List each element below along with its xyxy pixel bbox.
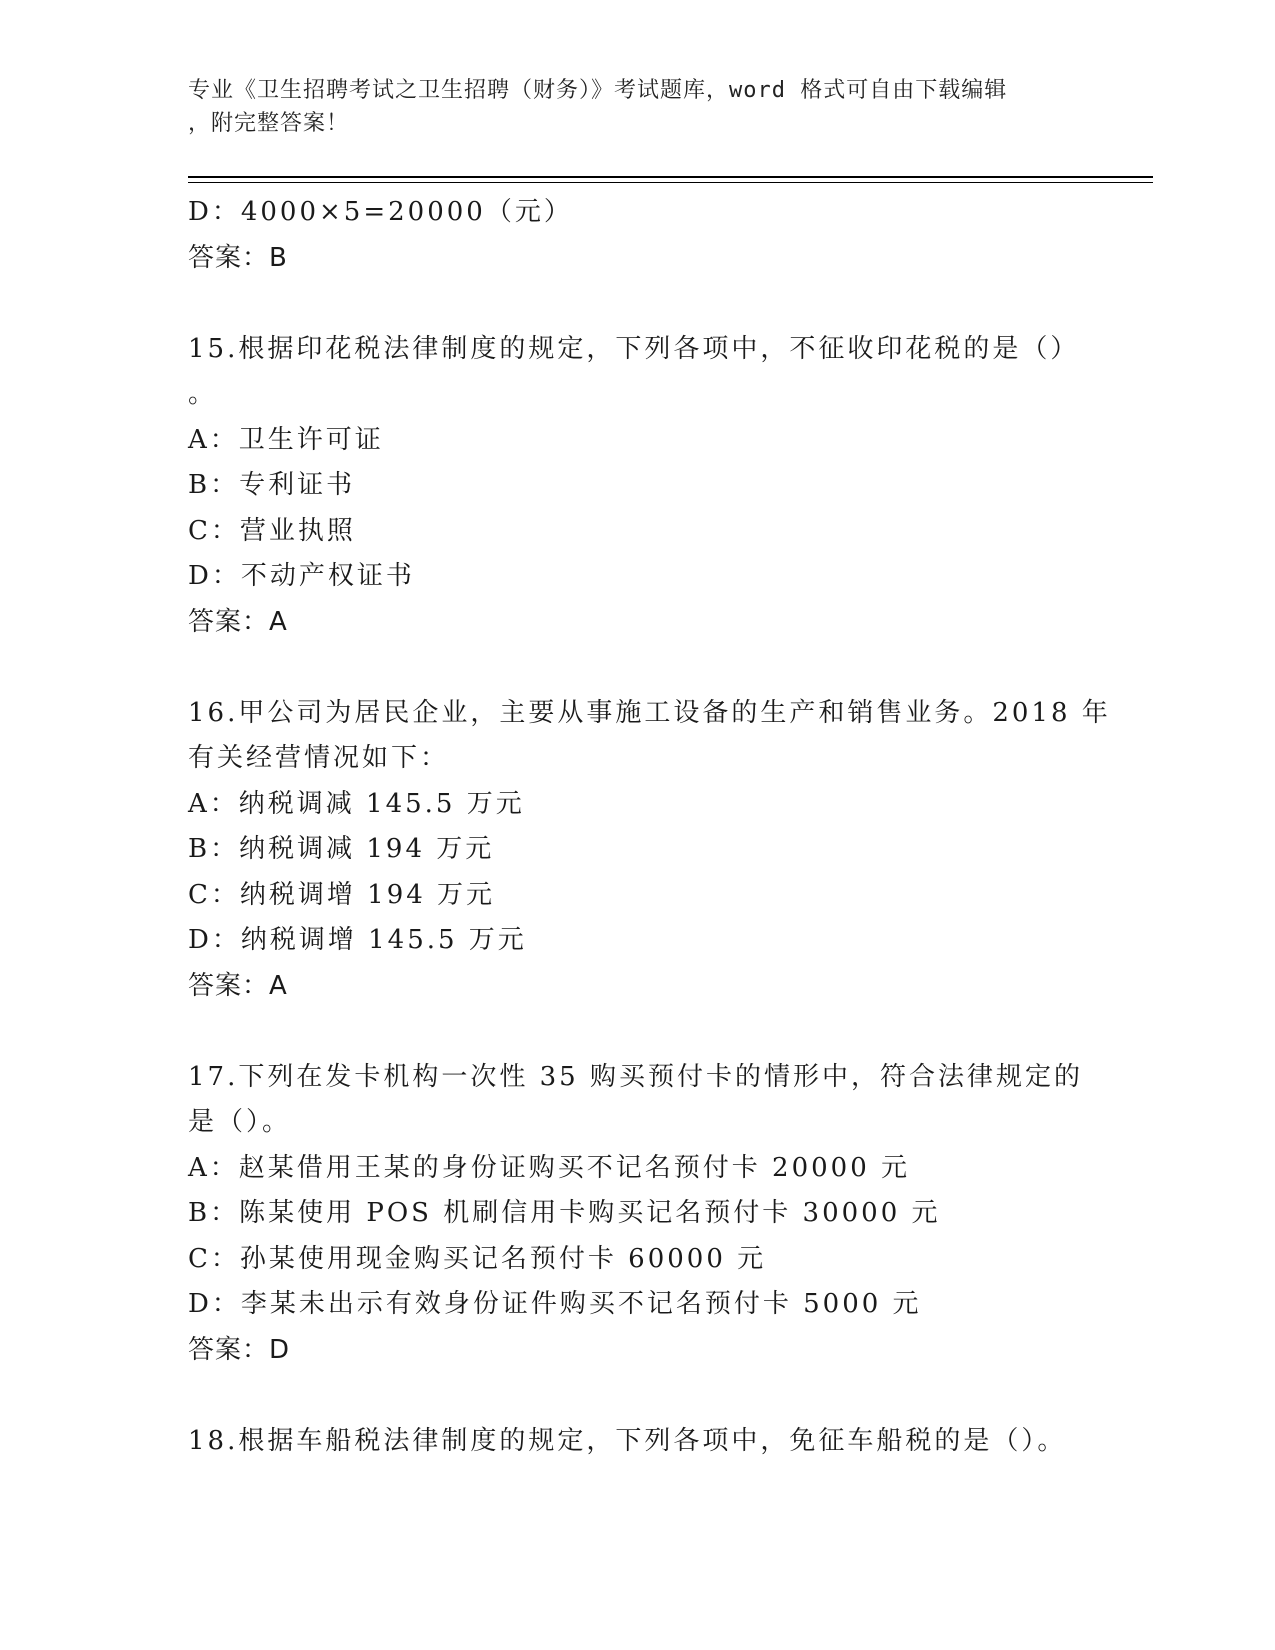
- spacer: [188, 281, 1088, 327]
- option-c: C：纳税调增 194 万元: [188, 879, 496, 910]
- question-18: [188, 1419, 1088, 1465]
- answer-line: 答案：D: [188, 1334, 291, 1365]
- option-c: C：营业执照: [188, 515, 356, 546]
- option-a: A：纳税调减 145.5 万元: [188, 788, 525, 819]
- option-b: B：陈某使用 POS 机刷信用卡购买记名预付卡 30000 元: [188, 1198, 941, 1228]
- question-15: [188, 327, 1088, 646]
- question-17: [188, 1055, 1088, 1374]
- spacer: [188, 1009, 1088, 1055]
- option-d: D：李某未出示有效身份证件购买不记名预付卡 5000 元: [188, 1289, 922, 1319]
- document-body: [188, 190, 1111, 1464]
- question-stem: 16.甲公司为居民企业，主要从事施工设备的生产和销售业务。2018 年: [188, 697, 1111, 728]
- question-stem: 18.根据车船税法律制度的规定，下列各项中，免征车船税的是（）。: [188, 1425, 1067, 1456]
- option-b: B：纳税调减 194 万元: [188, 834, 495, 864]
- question-stem: 17.下列在发卡机构一次性 35 购买预付卡的情形中，符合法律规定的: [188, 1061, 1083, 1092]
- option-b: B：专利证书: [188, 470, 356, 500]
- option-d: D：不动产权证书: [188, 561, 415, 591]
- header-rule-thin: [188, 182, 1153, 183]
- answer-line: 答案：A: [188, 970, 288, 1001]
- question-stem-cont: 有关经营情况如下：: [188, 743, 450, 773]
- question-stem-cont: 。: [188, 379, 218, 409]
- header-line-2: ，附完整答案！: [188, 111, 350, 136]
- question-16: [188, 691, 1111, 1010]
- question-stem: 15.根据印花税法律制度的规定，下列各项中，不征收印花税的是（）: [188, 333, 1080, 364]
- document-header: [188, 74, 1068, 140]
- question-stem-cont: 是（）。: [188, 1107, 292, 1137]
- answer-line: 答案：B: [188, 242, 288, 273]
- header-rule-thick: [188, 176, 1153, 178]
- header-line-1: 专业《卫生招聘考试之卫生招聘（财务）》考试题库，word 格式可自由下载编辑: [188, 78, 1008, 103]
- option-a: A：卫生许可证: [188, 424, 384, 455]
- spacer: [188, 1373, 1088, 1419]
- option-d: D：纳税调增 145.5 万元: [188, 925, 527, 955]
- option-c: C：孙某使用现金购买记名预付卡 60000 元: [188, 1243, 767, 1274]
- option-a: A：赵某借用王某的身份证购买不记名预付卡 20000 元: [188, 1152, 911, 1183]
- option-d: D：4000×5=20000（元）: [188, 197, 573, 227]
- answer-line: 答案：A: [188, 606, 288, 637]
- previous-question-tail: [188, 190, 1088, 281]
- spacer: [188, 645, 1088, 691]
